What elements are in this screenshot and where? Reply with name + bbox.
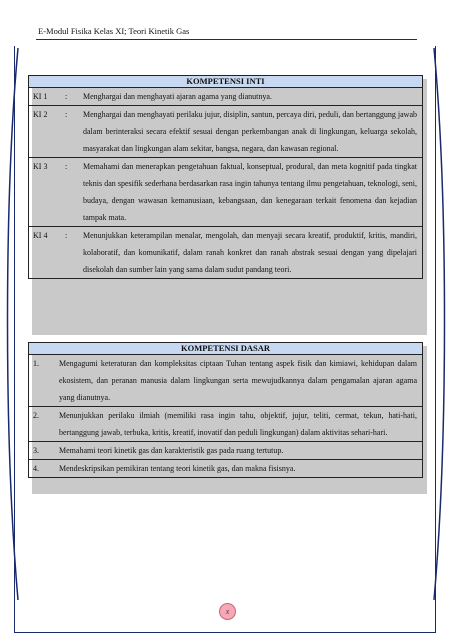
ki-separator: : [65,231,68,240]
kompetensi-inti-box [28,75,423,279]
kompetensi-dasar-box [28,342,423,478]
kd-number: 4. [33,464,39,473]
kd-number: 2. [33,411,39,420]
ki-text: Menunjukkan keterampilan menalar, mengolah, dan menyaji secara kreatif, produktif, kritis, mandiri, kolaboratif, dan komunikatif, dalam ranah konkret dan ranah abstrak sesuai dengan yang dipelajari disekolah dan sumber lain yang sama dalam sudut pandang teori. [83,231,417,274]
kd-row [29,442,422,460]
ki-row [29,106,422,158]
kd-text: Mengagumi keteraturan dan kompleksitas ciptaan Tuhan tentang aspek fisik dan kimiawi, kehidupan dalam ekosistem, dan peranan manusia dalam lingkungan serta mewujudkannya dalam pengamalan ajaran agama yang dianutnya. [59,359,417,402]
ki-text: Memahami dan menerapkan pengetahuan faktual, konseptual, produral, dan meta kognitif pada tingkat teknis dan spesifik sederhana berdasarkan rasa ingin tahunya tentang ilmu pengetahuan, teknologi, seni, budaya, dengan wawasan kemanusiaan, kebangsaan, dan kenegaraan terkait fenomena dan kejadian tampak mata. [83,162,417,222]
ki-separator: : [65,92,68,101]
page-number-badge: x [219,603,236,620]
ki-text: Menghargai dan menghayati perilaku jujur, disiplin, santun, percaya diri, peduli, dan bertanggung jawab dalam berinteraksi secara efektif sesuai dengan perkembangan anak di lingkungan, keluarga sekolah, masyarakat dan lingkungan alam sekitar, bangsa, negara, dan kawasan regional. [83,110,417,153]
kompetensi-inti-title: KOMPETENSI INTI [29,76,422,88]
ki-code: KI 3 [33,162,48,171]
kd-row [29,407,422,442]
kd-text: Mendeskripsikan pemikiran tentang teori kinetik gas, dan makna fisisnya. [59,464,296,473]
ki-text: Menghargai dan menghayati ajaran agama yang dianutnya. [83,92,272,101]
kd-row [29,460,422,477]
kompetensi-dasar-title: KOMPETENSI DASAR [29,343,422,355]
ki-code: KI 4 [33,231,48,240]
kd-number: 1. [33,359,39,368]
kd-row [29,355,422,407]
header-title: E-Modul Fisika Kelas XI; Teori Kinetik Gas [38,26,190,36]
kd-text: Memahami teori kinetik gas dan karakteristik gas pada ruang tertutup. [59,446,284,455]
ki-code: KI 2 [33,110,48,119]
ki-row [29,227,422,278]
kd-number: 3. [33,446,39,455]
ki-separator: : [65,110,68,119]
header-divider [36,39,417,40]
ki-row [29,88,422,106]
ki-separator: : [65,162,68,171]
kd-text: Menunjukkan perilaku ilmiah (memiliki rasa ingin tahu, objektif, jujur, teliti, cermat, tekun, hati-hati, bertanggung jawab, terbuka, kritis, kreatif, inovatif dan peduli lingkungan) dalam aktivitas sehari-hari. [59,411,417,437]
ki-row [29,158,422,227]
ki-code: KI 1 [33,92,48,101]
